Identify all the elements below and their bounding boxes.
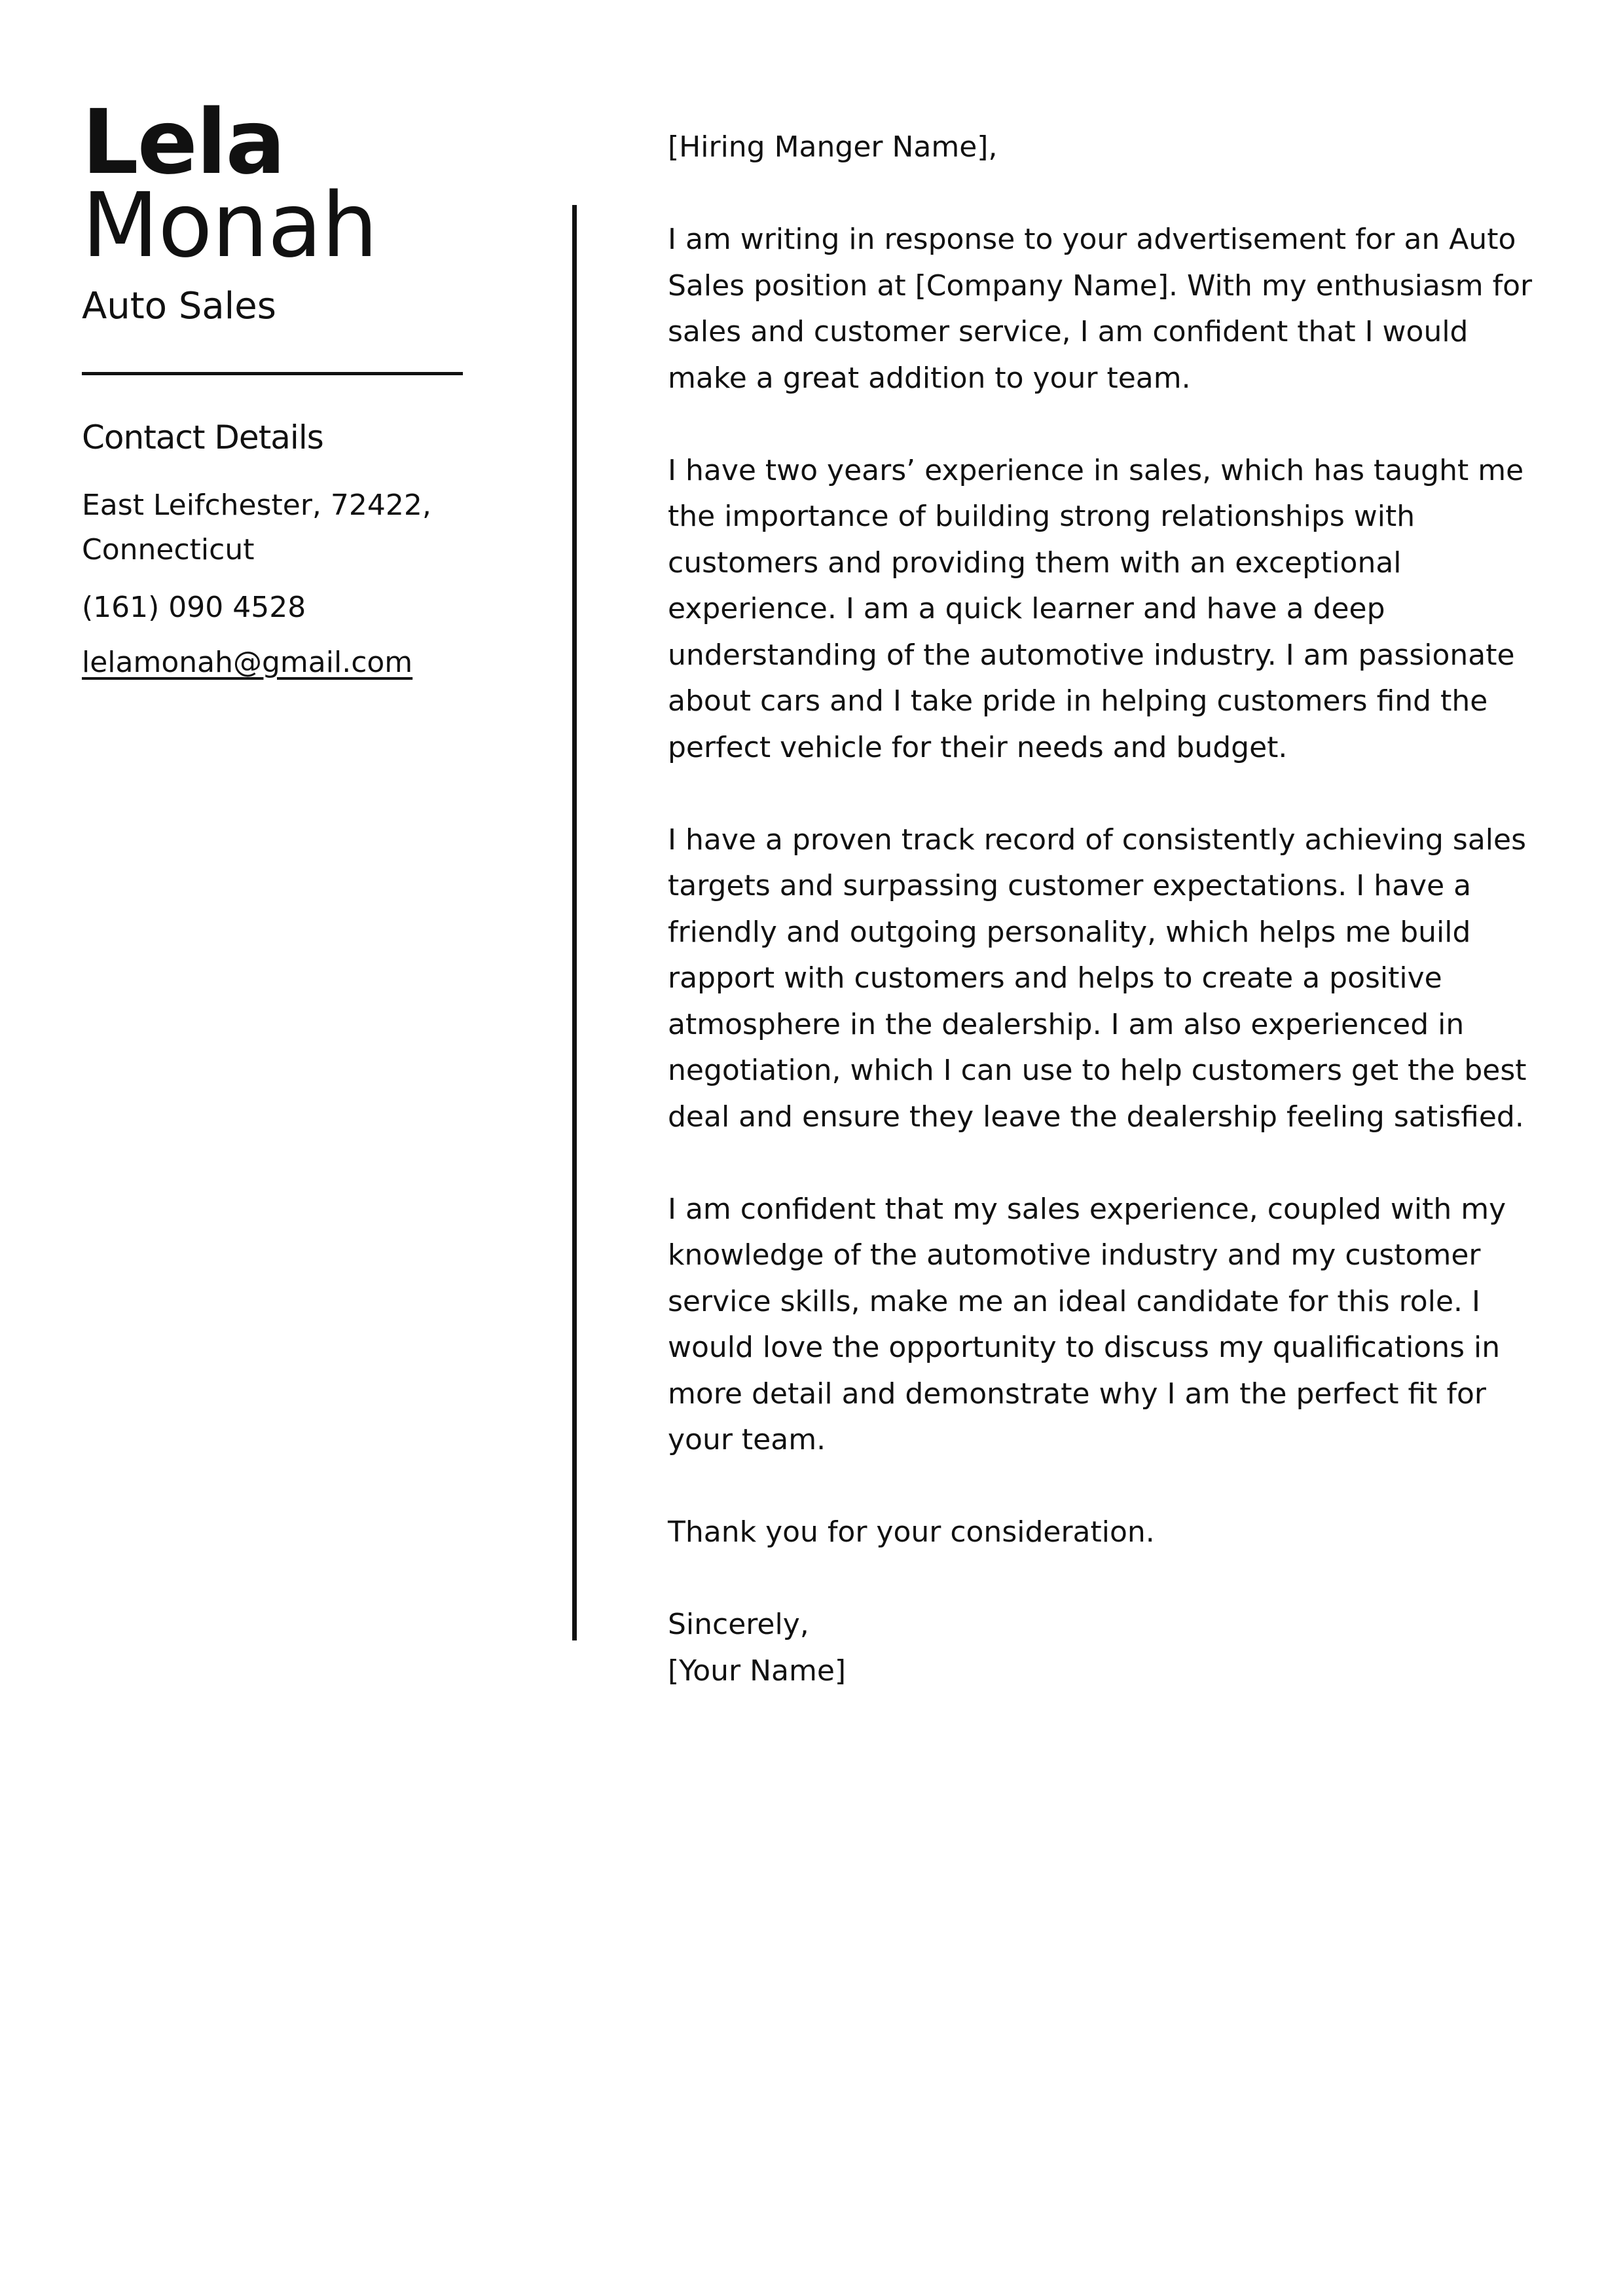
contact-list [82, 483, 488, 685]
letter-paragraph: I am writing in response to your advertisement for an Auto Sales position at [Company Name]. With my enthusiasm for sales and customer service, I am confident that I would make a great addition to your team. [668, 223, 1533, 395]
letter-paragraph: I have a proven track record of consistently achieving sales targets and surpassing customer expectations. I have a friendly and outgoing personality, which helps me build rapport with customers and helps to create a positive atmosphere in the dealership. I am also experienced in negotiation, which I can use to help customers get the best deal and ensure they leave the dealership feeling satisfied. [668, 823, 1527, 1134]
letter-paragraph: I am confident that my sales experience, coupled with my knowledge of the automotive industry and my customer service skills, make me an ideal candidate for this role. I would love the opportunity to discuss my qualifications in more detail and demonstrate why I am the perfect fit for your team. [668, 1192, 1506, 1456]
name-divider [82, 372, 463, 375]
contact-address: East Leifchester, 72422, Connecticut [82, 489, 431, 566]
contact-phone: (161) 090 4528 [82, 591, 306, 624]
column-divider [572, 205, 577, 1640]
salutation: [Hiring Manger Name], [668, 130, 998, 164]
last-name: Monah [82, 174, 378, 278]
signature: [Your Name] [668, 1654, 847, 1688]
letter-paragraph: I have two years’ experience in sales, which has taught me the importance of building strong relationships with customers and providing them with an exceptional experience. I am a quick learner and have a deep understanding of the automotive industry. I am passionate about cars and I take pride in helping customers find the perfect vehicle for their needs and budget. [668, 453, 1524, 764]
contact-heading: Contact Details [82, 418, 323, 456]
thanks-line: Thank you for your consideration. [668, 1515, 1155, 1549]
contact-email-link[interactable]: lelamonah@gmail.com [82, 646, 413, 679]
letter-body [668, 124, 1539, 1694]
first-name: Lela [82, 91, 285, 194]
job-title: Auto Sales [82, 285, 276, 327]
closing: Sincerely, [668, 1608, 809, 1641]
